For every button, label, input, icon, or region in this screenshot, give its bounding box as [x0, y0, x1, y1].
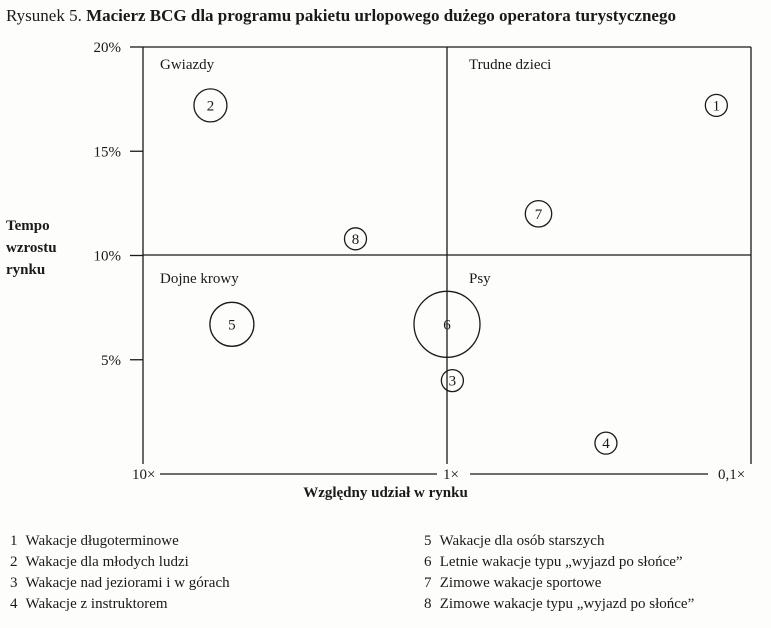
figure-caption: Macierz BCG dla programu pakietu urlopowego dużego operatora turystycznego — [86, 6, 676, 25]
bubble-label-1: 1 — [712, 98, 721, 115]
legend-item: 5 Wakacje dla osób starszych — [424, 533, 605, 549]
x-axis-label: Względny udział w rynku — [303, 485, 468, 501]
legend-item: 3 Wakacje nad jeziorami i w górach — [10, 575, 230, 591]
quadrant-label: Trudne dzieci — [469, 57, 552, 73]
quadrant-label: Dojne krowy — [160, 271, 239, 287]
bubble-label-6: 6 — [443, 317, 451, 334]
quadrant-label: Gwiazdy — [160, 57, 215, 73]
figure-number: Rysunek 5. — [6, 6, 82, 25]
x-tick-label: 1× — [443, 467, 459, 483]
y-axis-label-line-2: wzrostu — [6, 240, 57, 256]
legend-item: 1 Wakacje długoterminowe — [10, 533, 179, 549]
bubble-label-2: 2 — [206, 98, 215, 115]
bubble-label-7: 7 — [534, 206, 543, 223]
bubble-label-4: 4 — [602, 436, 610, 453]
legend-item: 7 Zimowe wakacje sportowe — [424, 575, 602, 591]
y-axis-label-line-3: rynku — [6, 262, 46, 278]
bubble-label-3: 3 — [448, 373, 457, 390]
legend-item: 2 Wakacje dla młodych ludzi — [10, 554, 189, 570]
legend-item: 6 Letnie wakacje typu „wyjazd po słońce” — [424, 554, 683, 570]
y-tick-label: 15% — [93, 144, 121, 161]
y-tick-label: 10% — [93, 248, 121, 265]
y-tick-label: 5% — [101, 352, 121, 369]
legend-left-column — [10, 531, 230, 615]
legend-item: 4 Wakacje z instruktorem — [10, 596, 168, 612]
bubble-label-8: 8 — [351, 231, 360, 248]
quadrant-label: Psy — [469, 271, 491, 287]
x-tick-label: 0,1× — [718, 467, 746, 483]
legend-item: 8 Zimowe wakacje typu „wyjazd po słońce” — [424, 596, 695, 612]
y-tick-label: 20% — [93, 40, 121, 56]
x-tick-label: 10× — [132, 467, 156, 483]
y-axis-label-line-1: Tempo — [6, 218, 50, 234]
legend-right-column — [424, 531, 694, 615]
bubble-label-5: 5 — [228, 317, 236, 334]
